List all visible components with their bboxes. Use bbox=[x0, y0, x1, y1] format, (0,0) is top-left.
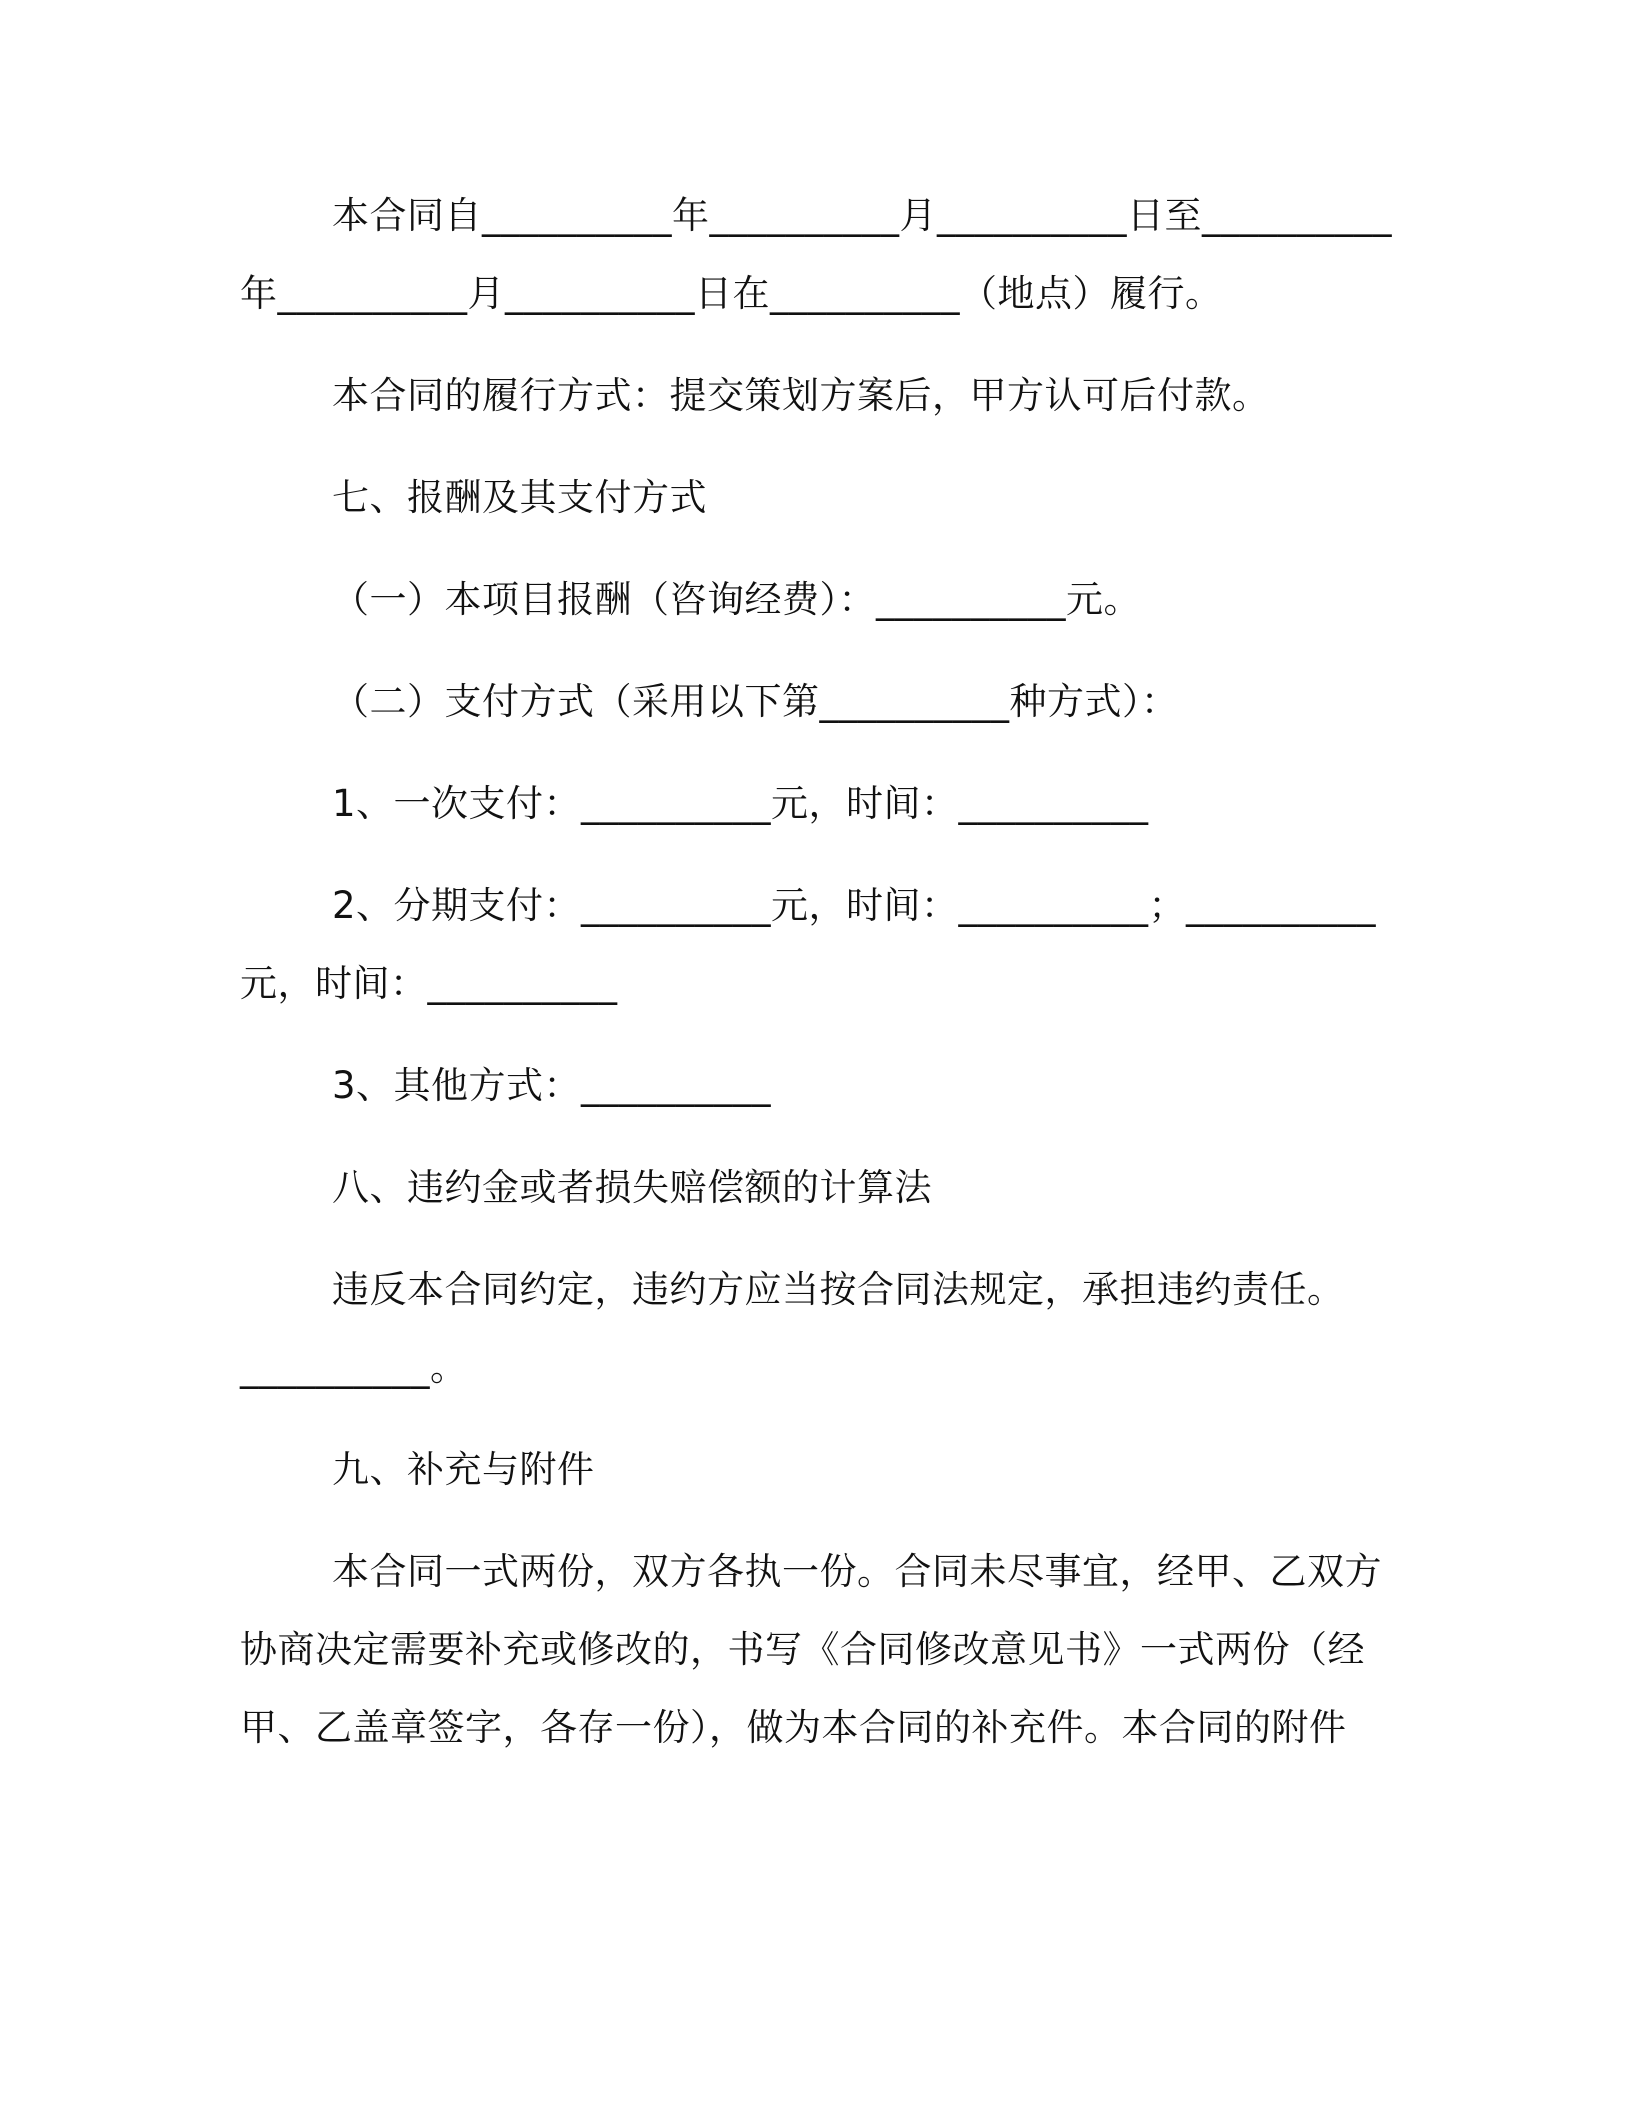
term-dates-line-2: 年__________月__________日在__________（地点）履行。 bbox=[240, 272, 1223, 315]
performance-method-line: 本合同的履行方式：提交策划方案后，甲方认可后付款。 bbox=[332, 374, 1270, 417]
supplement-paragraph-line-2: 协商决定需要补充或修改的，书写《合同修改意见书》一式两份（经 bbox=[240, 1628, 1365, 1671]
other-payment-line: 3、其他方式：__________ bbox=[332, 1064, 772, 1107]
supplement-paragraph-line-1: 本合同一式两份，双方各执一份。合同未尽事宜，经甲、乙双方 bbox=[332, 1550, 1382, 1593]
section-8-heading: 八、违约金或者损失赔偿额的计算法 bbox=[332, 1166, 932, 1209]
installment-payment-line-2: 元，时间：__________ bbox=[240, 962, 618, 1005]
supplement-paragraph-line-3: 甲、乙盖章签字，各存一份），做为本合同的补充件。本合同的附件 bbox=[240, 1706, 1347, 1749]
remuneration-line: （一）本项目报酬（咨询经费）：__________元。 bbox=[332, 578, 1141, 621]
breach-liability-line-2: __________。 bbox=[240, 1346, 468, 1389]
payment-method-line: （二）支付方式（采用以下第__________种方式）： bbox=[332, 680, 1179, 723]
installment-payment-line-1: 2、分期支付：__________元，时间：__________；__________ bbox=[332, 884, 1377, 927]
section-9-heading: 九、补充与附件 bbox=[332, 1448, 595, 1491]
section-7-heading: 七、报酬及其支付方式 bbox=[332, 476, 707, 519]
lump-sum-payment-line: 1、一次支付：__________元，时间：__________ bbox=[332, 782, 1149, 825]
breach-liability-line-1: 违反本合同约定，违约方应当按合同法规定，承担违约责任。 bbox=[332, 1268, 1345, 1311]
term-dates-line-1: 本合同自__________年__________月__________日至__________ bbox=[332, 194, 1392, 237]
